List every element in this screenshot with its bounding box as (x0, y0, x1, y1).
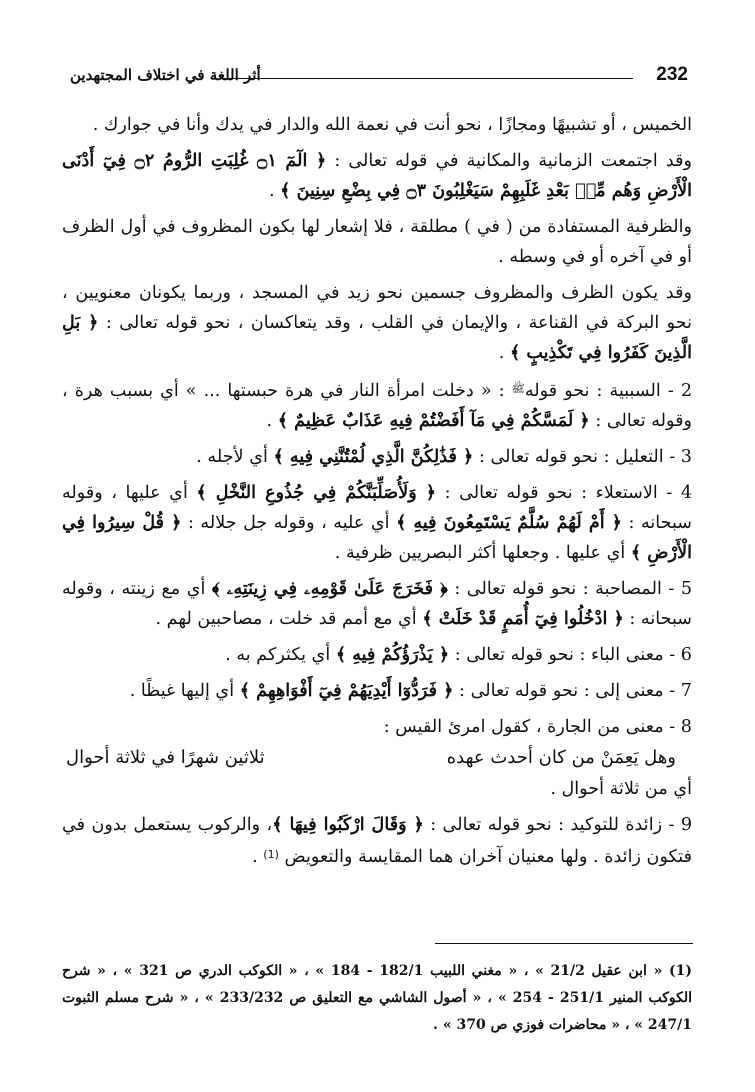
paragraph-item-8: 8 - معنى من الجارة ، كقول امرئ القيس : (383, 717, 692, 737)
paragraph-item-5: 5 - المصاحبة : نحو قوله تعالى : ﴿ فَخَرَجَ عَلَىٰ قَوْمِهِۦ فِي زِينَتِهِۦ ﴾ أي مع زينته ، وقوله سبحانه : ﴿ ادْخُلُوا فِيٓ أُمَمٍ قَدْ خَلَتْ ﴾ أي مع أمم قد خلت ، مصاحبين لهم . (62, 578, 693, 629)
paragraph: وقد يكون الظرف والمظروف جسمين نحو زيد في المسجد ، وربما يكونان معنويين ، نحو البركة في القناعة ، والإيمان في القلب ، وقد يتعاكسان ، نحو قوله تعالى : ﴿ بَلِ الَّذِينَ كَفَرُوا فِي تَكْذِيبٍ ﴾ . (62, 283, 693, 363)
footnote: (1) « ابن عقيل 21/2 » ، « مغني اللبيب 182/1 - 184 » ، « الكوكب الدري ص 321 » ، « شرح الكوكب المنير 251/1 - 254 » ، « أصول الشاشي مع التعليق ص 233/232 » ، « شرح مسلم الثبوت 247/1 » ، « محاضرات فوزي ص 370 » . (62, 963, 693, 1033)
quran-quote: ﴿ فَخَرَجَ عَلَىٰ قَوْمِهِۦ فِي زِينَتِهِۦ ﴾ (211, 578, 448, 599)
paragraph-item-6: 6 - معنى الباء : نحو قوله تعالى : ﴿ يَذْرَؤُكُمْ فِيهِ ﴾ أي يكثركم به . (225, 644, 692, 665)
verse-first-hemistich: وهل يَعِمَنْ من كان أحدث عهده (446, 747, 676, 768)
paragraph-item-2: 2 - السببية : نحو قوله$^ﷺ$ : « دخلت امرأة النار في هرة حبستها ... » أي بسبب هرة ، وقوله تعالى : ﴿ لَمَسَّكُمْ فِي مَآ أَفَضْتُمْ فِيهِ عَذَابٌ عَظِيمٌ ﴾ . (62, 381, 693, 431)
paragraph-item-7: 7 - معنى إلى : نحو قوله تعالى : ﴿ فَرَدُّوٓا أَيْدِيَهُمْ فِيٓ أَفْوَاهِهِمْ ﴾ أي إليها غيظًا . (129, 680, 692, 701)
footnote-separator (435, 943, 693, 944)
paragraph-item-3: 3 - التعليل : نحو قوله تعالى : ﴿ فَذَٰلِكُنَّ الَّذِي لُمْتُنَّنِي فِيهِ ﴾ أي لأجله . (196, 446, 692, 467)
page-number: 232 (656, 64, 688, 85)
paragraph-item-9: 9 - زائدة للتوكيد : نحو قوله تعالى : ﴿ وَقَالَ ارْكَبُوا فِيهَا ﴾، والركوب يستعمل بدون في فتكون زائدة . ولها معنيان آخران هما المقايسة والتعويض $^{(1)}$ . (62, 814, 693, 867)
verse-second-hemistich: ثلاثين شهرًا في ثلاثة أحوال (66, 747, 265, 768)
poetry-verse (62, 742, 692, 774)
header-rule (220, 78, 633, 79)
footnotes (62, 958, 692, 1039)
page-header (70, 64, 688, 94)
quran-quote: ﴿ قُلْ سِيرُوا فِي الْأَرْضِ ﴾ (62, 512, 692, 563)
quran-quote: ﴿ بَلِ الَّذِينَ كَفَرُوا فِي تَكْذِيبٍ ﴾ (62, 312, 692, 363)
quran-quote: ﴿ أَمْ لَهُمْ سُلَّمٌ يَسْتَمِعُونَ فِيهِ ﴾ (396, 512, 622, 533)
main-text (62, 110, 692, 872)
running-title: أثر اللغة في اختلاف المجتهدين (70, 66, 261, 84)
quran-quote: ﴿ ادْخُلُوا فِيٓ أُمَمٍ قَدْ خَلَتْ ﴾ (422, 608, 624, 629)
footnote-ref: (1) (263, 848, 279, 861)
quran-quote: ﴿ وَقَالَ ارْكَبُوا فِيهَا ﴾ (272, 814, 424, 835)
salawat-symbol: ﷺ (511, 382, 525, 395)
paragraph: وقد اجتمعت الزمانية والمكانية في قوله تعالى : ﴿ الٓمٓ ۝١ غُلِبَتِ الرُّومُ ۝٢ فِيٓ أَدْنَى الْأَرْضِ وَهُم مِّنۢ بَعْدِ غَلَبِهِمْ سَيَغْلِبُونَ ۝٣ فِي بِضْعِ سِنِينَ ﴾ . (62, 150, 692, 201)
quran-quote: ﴿ لَمَسَّكُمْ فِي مَآ أَفَضْتُمْ فِيهِ عَذَابٌ عَظِيمٌ ﴾ (277, 410, 590, 431)
paragraph: الخميس ، أو تشبيهًا ومجازًا ، نحو أنت في نعمة الله والدار في يدك وأنا في جوارك . (92, 115, 692, 135)
paragraph: والظرفية المستفادة من ( في ) مطلقة ، فلا إشعار لها بكون المظروف في أول الظرف أو في آخره أو في وسطه . (62, 217, 692, 267)
quran-quote: ﴿ فَرَدُّوٓا أَيْدِيَهُمْ فِيٓ أَفْوَاهِهِمْ ﴾ (239, 680, 454, 701)
quran-quote: ﴿ فَذَٰلِكُنَّ الَّذِي لُمْتُنَّنِي فِيهِ ﴾ (273, 446, 474, 467)
quran-quote: ﴿ الٓمٓ ۝١ غُلِبَتِ الرُّومُ ۝٢ فِيٓ أَدْنَى الْأَرْضِ وَهُم مِّنۢ بَعْدِ غَلَبِهِمْ سَيَغْلِبُونَ ۝٣ فِي بِضْعِ سِنِينَ ﴾ (62, 150, 692, 201)
paragraph-item-4: 4 - الاستعلاء : نحو قوله تعالى : ﴿ وَلَأُصَلِّبَنَّكُمْ فِي جُذُوعِ النَّخْلِ ﴾ أي عليها ، وقوله سبحانه : ﴿ أَمْ لَهُمْ سُلَّمٌ يَسْتَمِعُونَ فِيهِ ﴾ أي عليه ، وقوله جل جلاله : ﴿ قُلْ سِيرُوا فِي الْأَرْضِ ﴾ أي عليها . وجعلها أكثر البصريين ظرفية . (62, 482, 693, 563)
quran-quote: ﴿ وَلَأُصَلِّبَنَّكُمْ فِي جُذُوعِ النَّخْلِ ﴾ (196, 482, 437, 503)
paragraph: أي من ثلاثة أحوال . (550, 779, 692, 799)
quran-quote: ﴿ يَذْرَؤُكُمْ فِيهِ ﴾ (335, 644, 450, 665)
